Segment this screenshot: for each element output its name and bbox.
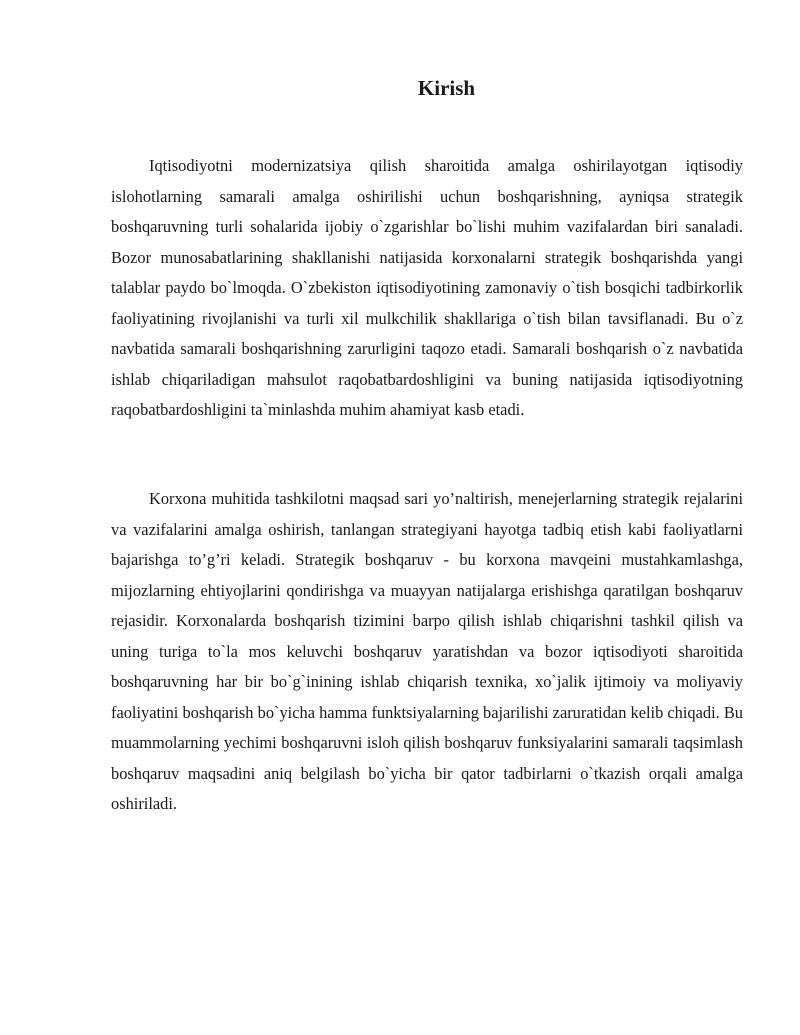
page-title: Kirish bbox=[417, 76, 476, 100]
paragraph-2: Korxona muhitida tashkilotni maqsad sari yo’naltirish, menejerlarning strategik rejalarini va vazifalarini amalga oshirish, tanlangan strategiyani hayotga tadbiq etish kabi faoliyatlarni bajarishga to’g’ri keladi. Strategik boshqaruv - bu korxona mavqeini mustahkamlashga, mijozlarning ehtiyojlarini qondirishga va muayyan natijalarga erishishga qaratilgan boshqaruv rejasidir. Korxonalarda boshqarish tizimini barpo qilish ishlab chiqarishni tashkil qilish va uning turiga to`la mos keluvchi boshqaruv yaratishdan va bozor iqtisodiyoti sharoitida boshqaruvning har bir bo`g`inining ishlab chiqarish texnika, xo`jalik ijtimoiy va moliyaviy faoliyatini boshqarish bo`yicha hamma funktsiyalarning bajarilishi zaruratidan kelib chiqadi. Bu muammolarning yechimi boshqaruvni isloh qilish boshqaruv funksiyalarini samarali taqsimlash boshqaruv maqsadini aniq belgilash bo`yicha bir qator tadbirlarni o`tkazish orqali amalga oshiriladi. bbox=[111, 489, 743, 813]
paragraph-1: Iqtisodiyotni modernizatsiya qilish sharoitida amalga oshirilayotgan iqtisodiy islohotlarning samarali amalga oshirilishi uchun boshqarishning, ayniqsa strategik boshqaruvning turli sohalarida ijobiy o`zgarishlar bo`lishi muhim vazifalardan biri sanaladi. Bozor munosabatlarining shakllanishi natijasida korxonalarni strategik boshqarishda yangi talablar paydo bo`lmoqda. O`zbekiston iqtisodiyotining zamonaviy o`tish bosqichi tadbirkorlik faoliyatining rivojlanishi va turli xil mulkchilik shakllariga o`tish bilan tavsiflanadi. Bu o`z navbatida samarali boshqarishning zarurligini taqozo etadi. Samarali boshqarish o`z navbatida ishlab chiqariladigan mahsulot raqobatbardoshligini va buning natijasida iqtisodiyotning raqobatbardoshligini ta`minlashda muhim ahamiyat kasb etadi. bbox=[111, 156, 743, 419]
